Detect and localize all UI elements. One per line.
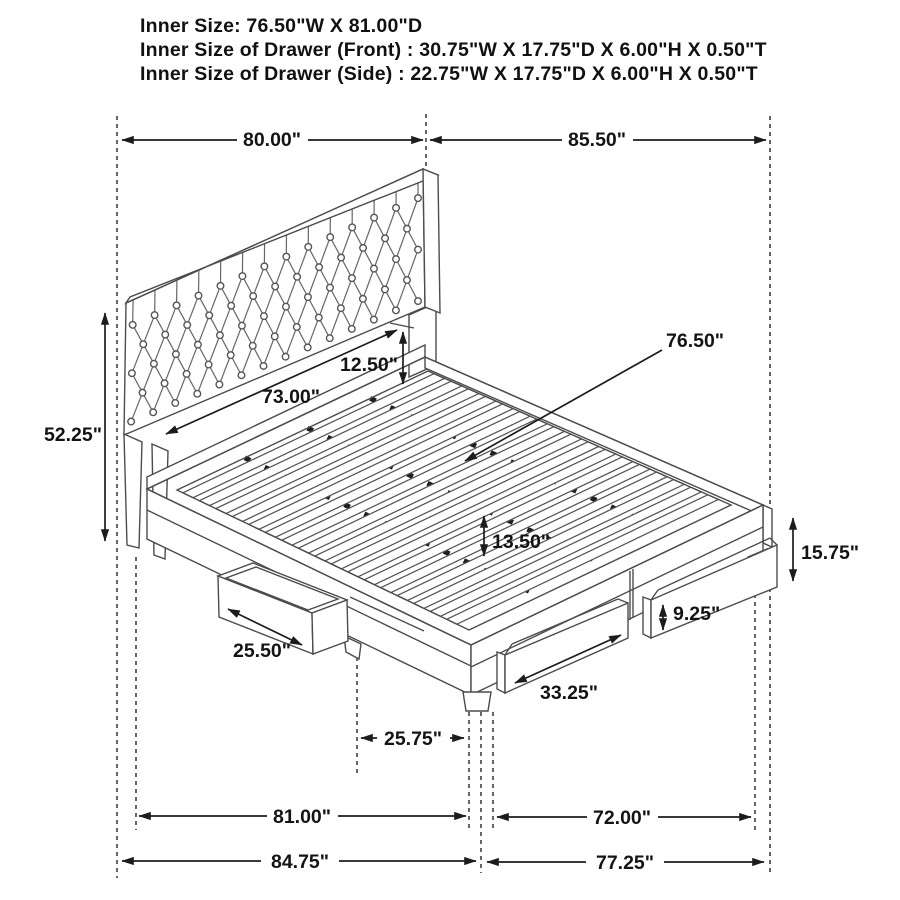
dim-label-72: 72.00" [592,807,652,829]
leg-front [463,692,491,711]
dim-80in [122,128,423,151]
dim-85-5in [430,128,766,151]
headboard-side-face [423,169,440,313]
dim-label-13-5: 13.50" [492,531,551,553]
dim-84-75in [122,850,476,873]
dim-label-73: 73.00" [261,386,321,408]
dim-label-77-25: 77.25" [595,852,655,874]
dim-label-15-75: 15.75" [801,542,860,564]
dim-label-33-25: 33.25" [539,682,599,704]
drawer-side-size-line: Inner Size of Drawer (Side) : 22.75"W X 17.75"D X 6.00"H X 0.50"T [140,63,758,85]
dim-label-84-75: 84.75" [270,851,330,873]
dim-label-52-25: 52.25" [43,424,102,446]
dim-label-85-5: 85.50" [567,129,627,151]
headboard-leg-left [124,434,142,548]
dim-label-81: 81.00" [272,806,332,828]
dim-15-75in [793,518,859,581]
dim-81in [139,805,466,828]
dim-72in [497,806,751,829]
dim-label-25-5: 25.50" [232,640,292,662]
dim-label-25-75: 25.75" [383,728,443,750]
inner-size-line: Inner Size: 76.50"W X 81.00"D [140,15,423,37]
dim-77-25in [487,851,764,874]
dim-52-25in [44,313,105,541]
dim-25-75in [361,727,464,750]
dim-label-76-5: 76.50" [666,330,725,352]
dim-label-9-25: 9.25" [673,603,721,625]
dim-label-12-5: 12.50" [339,354,398,376]
drawer-front-size-line: Inner Size of Drawer (Front) : 30.75"W X 17.75"D X 6.00"H X 0.50"T [140,39,767,61]
dim-label-80: 80.00" [242,129,302,151]
